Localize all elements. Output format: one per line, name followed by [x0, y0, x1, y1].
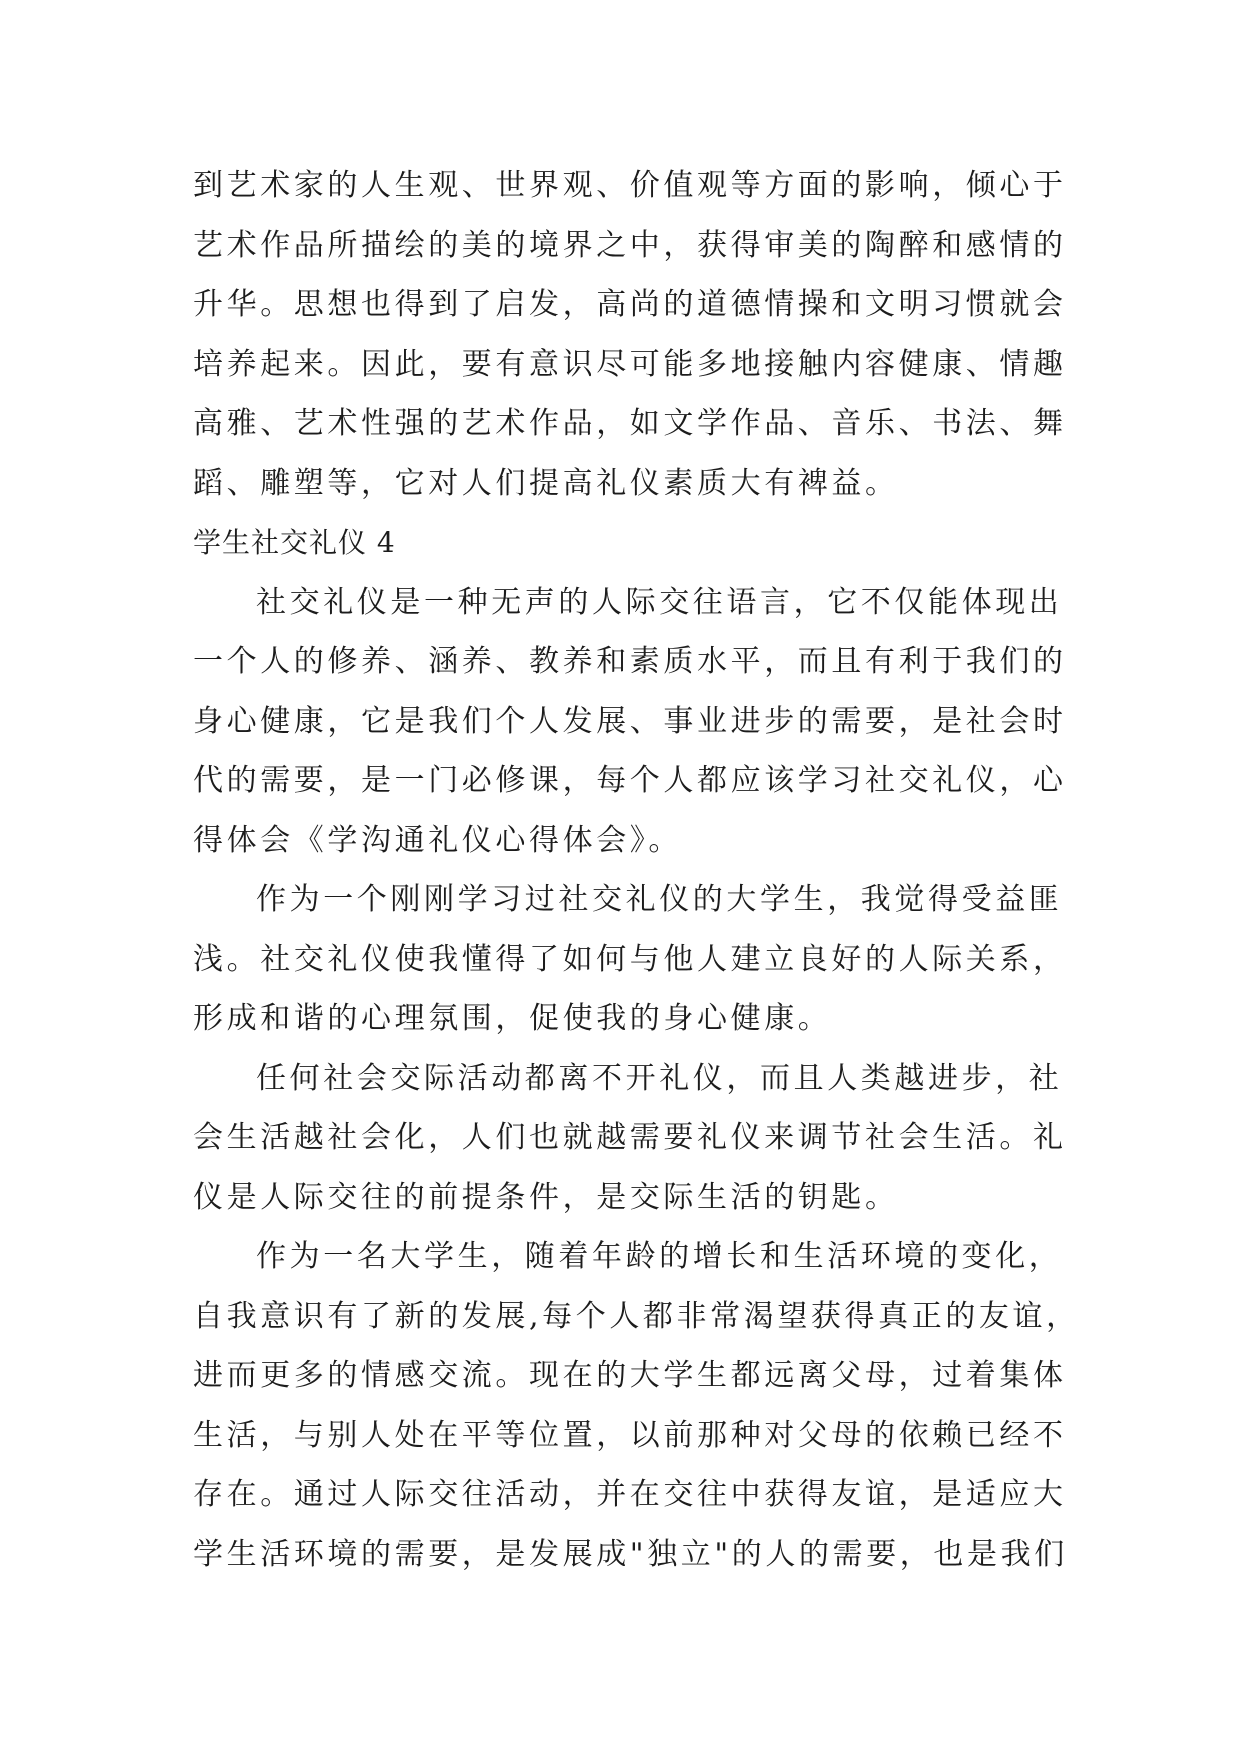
- paragraph: [193, 1227, 1080, 1584]
- text-line: 身心健康，它是我们个人发展、事业进步的需要，是社会时: [193, 703, 1067, 739]
- text-line-first: 社交礼仪是一种无声的人际交往语言，它不仅能体现出: [256, 584, 1063, 620]
- text-line: 学生活环境的需要，是发展成"独立"的人的需要，也是我们: [193, 1536, 1068, 1572]
- text-line: 升华。思想也得到了启发，高尚的道德情操和文明习惯就会: [193, 287, 1067, 322]
- text-line: 高雅、艺术性强的艺术作品，如文学作品、音乐、书法、舞: [193, 406, 1067, 441]
- text-line: 蹈、雕塑等，它对人们提高礼仪素质大有裨益。: [193, 465, 899, 501]
- paragraph-continuation: [193, 156, 1067, 513]
- paragraph: [193, 1049, 1067, 1228]
- paragraph: [193, 573, 1067, 871]
- text-line: 仪是人际交往的前提条件，是交际生活的钥匙。: [193, 1179, 899, 1215]
- text-line: 代的需要，是一门必修课，每个人都应该学习社交礼仪，心: [193, 763, 1067, 798]
- text-line: 培养起来。因此，要有意识尽可能多地接触内容健康、情趣: [193, 346, 1067, 382]
- text-line: 一个人的修养、涵养、教养和素质水平，而且有利于我们的: [193, 644, 1067, 679]
- text-line-first: 作为一名大学生，随着年龄的增长和生活环境的变化，: [256, 1239, 1063, 1274]
- text-line: 得体会《学沟通礼仪心得体会》。: [193, 822, 682, 858]
- text-line: 生活，与别人处在平等位置，以前那种对父母的依赖已经不: [193, 1417, 1067, 1453]
- document-body: [193, 156, 1080, 1584]
- text-line: 会生活越社会化，人们也就越需要礼仪来调节社会生活。礼: [193, 1120, 1067, 1155]
- text-line-first: 任何社会交际活动都离不开礼仪，而且人类越进步，社: [256, 1060, 1063, 1096]
- paragraph: [193, 870, 1067, 1049]
- section-heading: [193, 513, 1055, 573]
- text-line: 存在。通过人际交往活动，并在交往中获得友谊，是适应大: [193, 1477, 1067, 1512]
- text-line: 浅。社交礼仪使我懂得了如何与他人建立良好的人际关系，: [193, 941, 1067, 977]
- text-line: 自我意识有了新的发展,每个人都非常渴望获得真正的友谊，: [193, 1298, 1080, 1334]
- text-line: 到艺术家的人生观、世界观、价值观等方面的影响，倾心于: [193, 168, 1067, 203]
- heading-text: 学生社交礼仪 4: [193, 526, 396, 559]
- text-line: 进而更多的情感交流。现在的大学生都远离父母，过着集体: [193, 1358, 1067, 1393]
- text-line: 形成和谐的心理氛围，促使我的身心健康。: [193, 1001, 832, 1036]
- text-line-first: 作为一个刚刚学习过社交礼仪的大学生，我觉得受益匪: [256, 882, 1063, 917]
- text-line: 艺术作品所描绘的美的境界之中，获得审美的陶醉和感情的: [193, 227, 1067, 263]
